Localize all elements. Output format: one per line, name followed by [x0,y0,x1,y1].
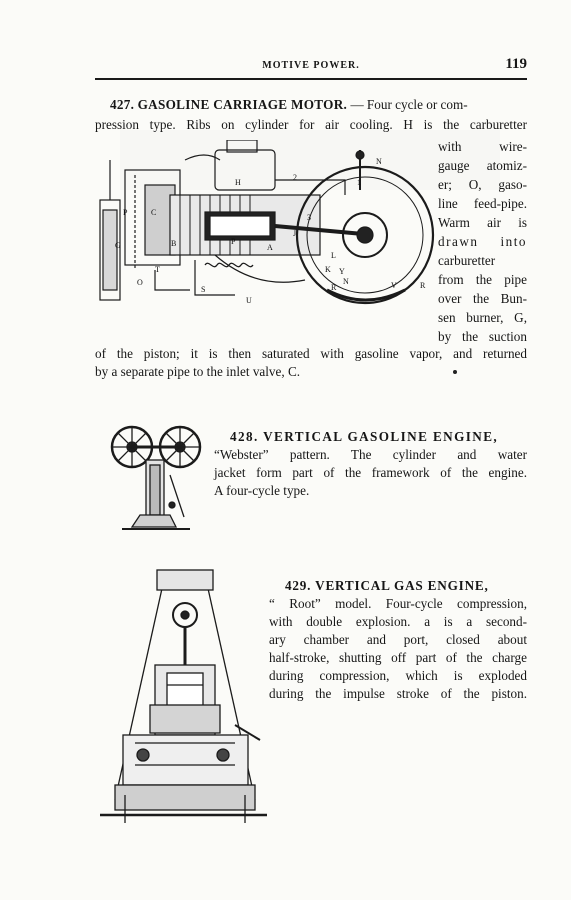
section-427-line: pression type. Ribs on cylinder for air cooling. H is the carburetter [95,117,527,132]
fig-label: T [155,265,160,274]
section-427-line: sen burner, G, [438,310,527,325]
fig-label: U [246,296,252,305]
section-427-line: by a separate pipe to the inlet valve, C. [95,364,301,379]
section-428-heading: 428. VERTICAL GASOLINE ENGINE, [230,429,499,444]
fig-label: V [391,281,397,290]
fig-label: B [171,239,177,248]
section-428-line: “Webster” pattern. The cylinder and water [214,447,527,462]
fig-label: R [331,283,337,292]
fig-label: 3 [307,213,311,222]
fig-label: N [376,157,382,166]
running-title: MOTIVE POWER. [262,60,360,71]
fig-label: S [201,285,206,294]
figure-428-webster-engine [110,405,205,540]
section-429-line: half-stroke, shutting off part of the charge [269,650,527,665]
section-427-line: with wire- [438,139,527,154]
section-427-line: er; O, gaso- [438,177,527,192]
fig-label: C [151,208,157,217]
fig-label: N [343,277,349,286]
fig-label: J [293,229,297,238]
running-head [95,58,527,76]
fig-label: 2 [293,173,297,182]
section-429-line: during compression, which is exploded [269,668,527,683]
fig-label: 1 [357,178,361,187]
fig-label: Y [339,267,345,276]
section-427-first-line [110,97,527,113]
fig-label: P [231,237,236,246]
section-429-line: during the impulse stroke of the piston. [269,686,527,701]
section-429-line: “ Root” model. Four-cycle compression, [269,596,527,611]
section-427-line: of the piston; it is then saturated with gasoline vapor, and returned [95,346,527,361]
header-rule [95,78,527,80]
section-427-line: — Four cycle or com- [350,97,468,112]
fig-label: A [267,243,273,252]
section-427-line: gauge atomiz- [438,158,527,173]
section-427-line: line feed-pipe. [438,196,527,211]
section-427-number: 427. [110,97,135,112]
fig-label: R [420,281,426,290]
section-427-line: over the Bun- [438,291,527,306]
fig-label: L [331,251,336,260]
section-429-line: ary chamber and port, closed about [269,632,527,647]
section-427-line: carburetter [438,253,496,268]
section-427-line: by the suction [438,329,527,344]
fig-label: H [235,178,241,187]
section-429-line: with double explosion. a is a second- [269,614,527,629]
section-427-heading: GASOLINE CARRIAGE MOTOR. [137,97,348,112]
page-number: 119 [505,56,527,72]
stray-mark [453,370,457,374]
section-428-line: A four-cycle type. [214,483,310,498]
section-427-line: Warm air is [438,215,527,230]
fig-label: G [115,241,121,250]
section-428-line: jacket form part of the framework of the engine. [214,465,527,480]
figure-427-carriage-motor [95,140,438,320]
fig-label: P [123,208,128,217]
figure-429-root-engine [95,565,270,840]
section-427-line: drawn into [438,234,527,249]
fig-label: K [325,265,331,274]
fig-label: O [137,278,143,287]
section-429-heading: 429. VERTICAL GAS ENGINE, [285,578,489,593]
section-427-line: from the pipe [438,272,527,287]
